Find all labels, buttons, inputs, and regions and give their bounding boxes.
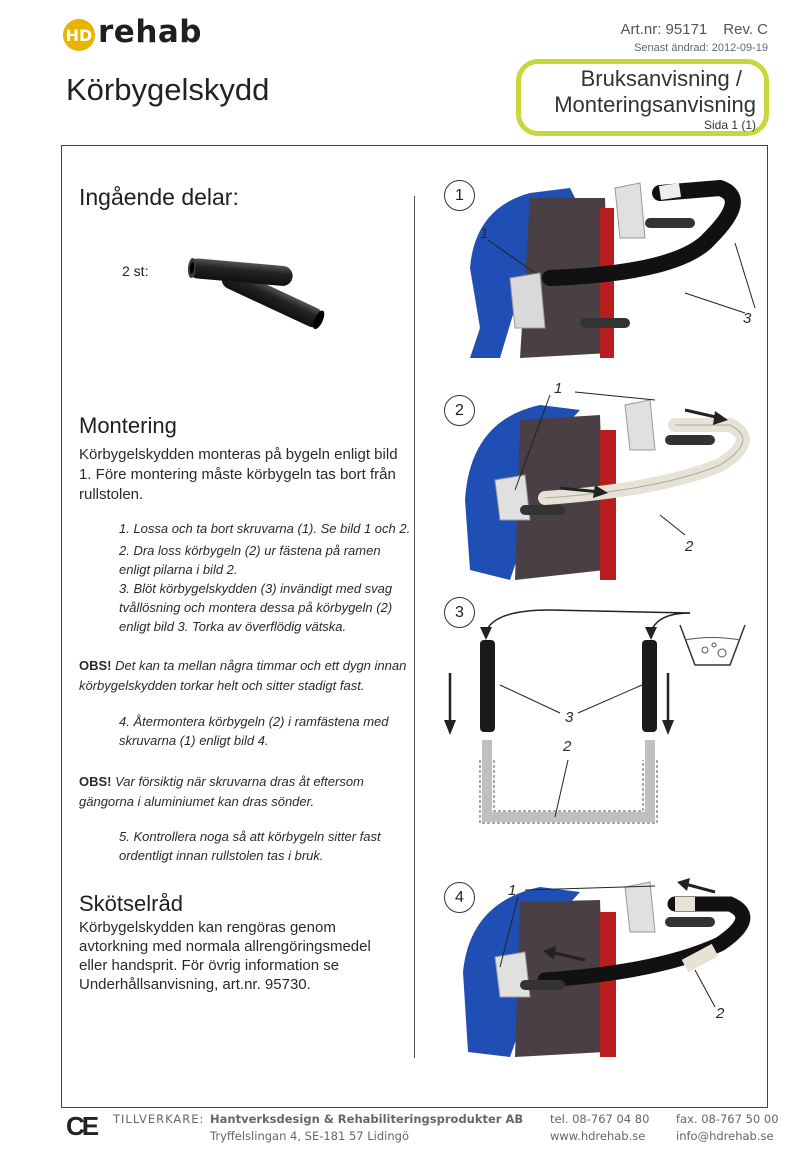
callout-2: 2 xyxy=(563,738,572,755)
parts-quantity: 2 st: xyxy=(122,263,149,279)
step-3: 3. Blöt körbygelskydden (3) invändigt med svag tvållösning och montera dessa på körbygeln (2) enligt bild 3. Torka av överflödig vätska. xyxy=(119,581,393,634)
callout-1: 1 xyxy=(508,882,517,899)
article-number xyxy=(605,21,768,38)
figure-4 xyxy=(430,872,760,1057)
obs-label: OBS! xyxy=(79,774,112,789)
warning-note-2 xyxy=(79,772,399,812)
mounting-heading: Montering xyxy=(79,413,177,438)
revision: Rev. C xyxy=(723,21,768,38)
step-5: 5. Kontrollera noga så att körbygeln sitter fast ordentligt innan rullstolen tas i bruk. xyxy=(119,829,381,863)
figure-3 xyxy=(430,595,760,835)
hd-logo-icon xyxy=(62,18,96,52)
care-heading: Skötselråd xyxy=(79,891,183,916)
obs-text: Det kan ta mellan några timmar och ett dygn innan körbygelskydden torkar helt och sitter stadigt fast. xyxy=(79,658,407,693)
manufacturer-label: TILLVERKARE: xyxy=(113,1112,205,1126)
figure-1 xyxy=(430,178,760,358)
obs-label: OBS! xyxy=(79,658,112,673)
warning-note-1 xyxy=(79,656,409,696)
callout-1: 1 xyxy=(554,380,563,397)
parts-heading: Ingående delar: xyxy=(79,184,239,210)
last-changed-date: Senast ändrad: 2012-09-19 xyxy=(634,42,768,54)
figure-number: 3 xyxy=(444,597,475,628)
ce-mark: CE xyxy=(66,1111,97,1141)
manufacturer-name: Hantverksdesign & Rehabiliteringsprodukter AB xyxy=(210,1112,524,1126)
callout-2: 2 xyxy=(685,538,694,555)
figure-number: 2 xyxy=(444,395,475,426)
company-logo xyxy=(62,14,202,52)
obs-text: Var försiktig när skruvarna dras åt eftersom gängorna i aluminiumet kan dras sönder. xyxy=(79,774,364,809)
art-nr: Art.nr: 95171 xyxy=(620,21,708,38)
svg-text:HD: HD xyxy=(65,26,93,45)
mounting-intro: Körbygelskydden monteras på bygeln enligt bild 1. Före montering måste körbygeln tas bort från rullstolen. xyxy=(79,446,398,503)
badge-line-2: Monteringsanvisning xyxy=(554,92,756,117)
callout-3: 3 xyxy=(565,709,574,726)
care-text: Körbygelskydden kan rengöras genom avtorkning med normala allrengöringsmedel eller handsprit. För övrig information se Underhållsanvisning, art.nr. 95730. xyxy=(79,919,371,993)
foam-tubes-image xyxy=(178,210,328,330)
figure-number: 4 xyxy=(444,882,475,913)
email-address: info@hdrehab.se xyxy=(676,1129,774,1143)
step-1: 1. Lossa och ta bort skruvarna (1). Se bild 1 och 2. xyxy=(119,521,411,536)
column-divider xyxy=(414,196,415,1058)
figure-2 xyxy=(430,380,760,580)
badge-line-1: Bruksanvisning / xyxy=(580,66,742,91)
callout-1: 1 xyxy=(480,225,489,242)
document-title: Körbygelskydd xyxy=(66,72,270,107)
phone-number: tel. 08-767 04 80 xyxy=(550,1112,650,1126)
fax-number: fax. 08-767 50 00 xyxy=(676,1112,779,1126)
manufacturer-address: Tryffelslingan 4, SE-181 57 Lidingö xyxy=(210,1129,409,1143)
step-2: 2. Dra loss körbygeln (2) ur fästena på ramen enligt pilarna i bild 2. xyxy=(119,543,381,577)
website: www.hdrehab.se xyxy=(550,1129,646,1143)
page-indicator: Sida 1 (1) xyxy=(703,118,756,132)
logo-text: rehab xyxy=(98,14,202,50)
callout-2: 2 xyxy=(716,1005,725,1022)
document-type-badge xyxy=(516,59,769,136)
figure-number: 1 xyxy=(444,180,475,211)
step-4: 4. Återmontera körbygeln (2) i ramfästena med skruvarna (1) enligt bild 4. xyxy=(119,714,389,748)
callout-3: 3 xyxy=(743,310,752,327)
